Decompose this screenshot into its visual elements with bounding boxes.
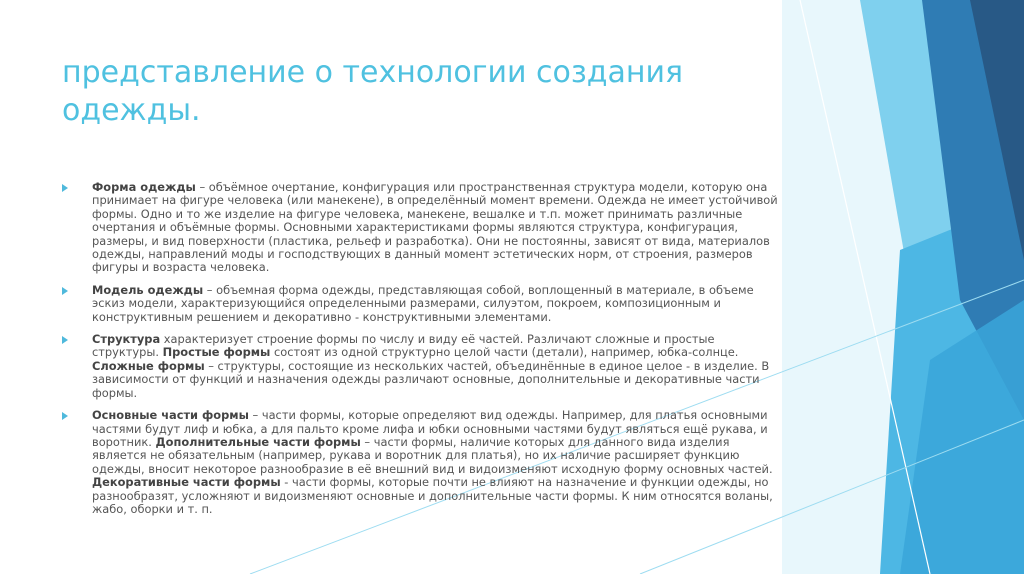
bullet-item (62, 284, 780, 324)
bullet-text: – части формы, наличие которых для данного вида изделия является не обязательным (например, рукава и воротник для платья), но их наличие расширяет функцию одежды, вносит некоторое разнообразие в её внешний вид и видоизменяют исходную форму основных частей. (92, 434, 773, 476)
bullet-text: – объемная форма одежды, представляющая собой, воплощенный в материале, в объеме эскиз модели, характеризующийся определенными размерами, силуэтом, покроем, композиционным и конструктивным решением и декоративно - конструктивными элементами. (92, 282, 754, 324)
bullet-item (62, 333, 780, 400)
bullet-arrow-icon (62, 184, 68, 192)
bullet-item (62, 181, 780, 275)
bullet-term: Структура (92, 332, 161, 347)
bullet-text: характеризует строение формы по числу и виду её частей. Различают сложные и простые структуры. (92, 332, 715, 360)
bullet-list (62, 181, 780, 525)
bullet-text: – части формы, которые определяют вид одежды. Например, для платья основными частями будут лиф и юбка, а для пальто кроме лифа и юбки основными частями будут являться ещё рукава, и воротник. (92, 408, 768, 449)
bullet-text: – объёмное очертание, конфигурация или пространственная структура модели, которую она принимает на фигуре человека (или манекене), в определённый момент времени. Одежда не имеет устойчивой формы. Одно и то же изделие на фигуре человека, манекене, вешалке и т.п. может принимать различные очертания и объёмные формы. Основными характеристиками формы являются структура, конфигурация, размеры, и вид поверхности (пластика, рельеф и разработка). Они не постоянны, зависят от вида, материалов одежды, направлений моды и господствующих в данный момент эстетических норм, от строения, размеров фигуры и возраста человека. (92, 180, 778, 275)
bullet-arrow-icon (62, 412, 68, 420)
bullet-text: состоят из одной структурно целой части (детали), например, юбка-солнце. (270, 345, 739, 360)
bullet-text: – структуры, состоящие из нескольких частей, объединённые в единое целое - в изделие. В зависимости от функций и назначения одежды различают основные, дополнительные и декоративные части формы. (92, 358, 770, 400)
bullet-term: Модель одежды (92, 282, 204, 297)
bullet-term: Основные части формы (92, 408, 249, 423)
bullet-arrow-icon (62, 287, 68, 295)
bullet-text: - части формы, которые почти не влияют на назначение и функции одежды, но разнообразят, усложняют и видоизменяют основные и дополнительные части формы. К ним относятся воланы, жабо, оборки и т. п. (92, 475, 773, 516)
bullet-term: Форма одежды (92, 180, 196, 194)
bullet-term: Сложные формы (92, 358, 205, 373)
bullet-term: Дополнительные части формы (155, 434, 361, 449)
bullet-arrow-icon (62, 336, 68, 344)
bullet-term: Простые формы (162, 345, 271, 360)
slide-title: представление о технологии создания одежды. (62, 55, 684, 128)
bullet-item (62, 409, 780, 516)
bullet-term: Декоративные части формы (92, 475, 281, 490)
